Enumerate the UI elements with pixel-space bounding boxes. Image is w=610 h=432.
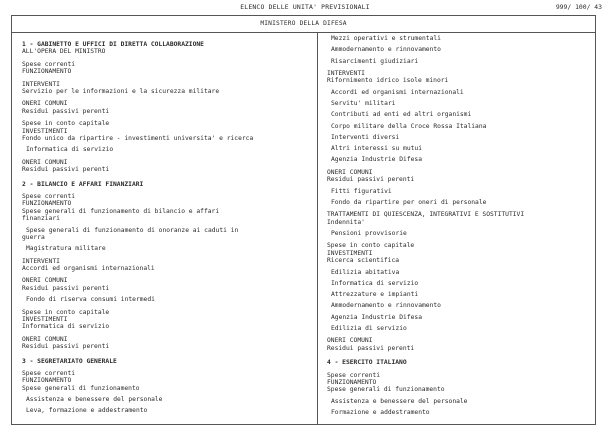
document-line: Altri interessi su mutui [331, 145, 422, 153]
section-heading: 2 - BILANCIO E AFFARI FINANZIARI [22, 180, 144, 188]
document-line: guerra [22, 233, 45, 241]
document-line: Servitu' militari [331, 100, 396, 107]
document-line: Rifornimento idrico isole minori [327, 77, 449, 85]
document-line: Residui passivi perenti [22, 166, 110, 174]
document-line: Spese correnti [327, 371, 381, 379]
document-line: Fondo unico da ripartire - investimenti universita' e ricerca [22, 135, 254, 143]
document-line: Accordi ed organismi internazionali [331, 88, 464, 96]
document-line: Ammodernamento e rinnovamento [331, 46, 441, 54]
document-line: Accordi ed organismi internazionali [22, 265, 155, 273]
ministry-heading: MINISTERO DELLA DIFESA [260, 20, 347, 27]
document-title: ELENCO DELLE UNITA' PREVISIONALI [240, 3, 370, 11]
document-line: ONERI COMUNI [22, 100, 68, 108]
document-line: Spese generali di funzionamento [22, 384, 140, 392]
document-line: Agenzia Industrie Difesa [331, 156, 422, 164]
document-line: Assistenza e benessere del personale [331, 397, 468, 405]
section-heading: 3 - SEGRETARIATO GENERALE [22, 357, 117, 365]
document-line: Ammodernamento e rinnovamento [331, 302, 441, 310]
column-divider [317, 33, 318, 424]
document-line: Informatica di servizio [26, 146, 114, 154]
document-line: FUNZIONAMENTO [327, 379, 377, 387]
document-line: Spese generali di funzionamento di onoranze ai caduti in [26, 226, 239, 234]
document-line: Informatica di servizio [331, 279, 419, 287]
document-line: ONERI COMUNI [327, 168, 373, 176]
section-heading: 1 - GABINETTO E UFFICI DI DIRETTA COLLABORAZIONE [22, 41, 204, 48]
document-line: ONERI COMUNI [22, 335, 68, 343]
document-line: Informatica di servizio [22, 323, 110, 331]
document-line: Indennita' [327, 218, 365, 226]
document-line: Edilizia abitativa [331, 268, 400, 276]
section-heading: 4 - ESERCITO ITALIANO [327, 359, 407, 367]
document-line: Spese correnti [22, 369, 76, 377]
right-column [327, 33, 592, 416]
document-line: FUNZIONAMENTO [22, 377, 72, 385]
document-line: Magistratura militare [26, 245, 106, 253]
document-line: INVESTIMENTI [327, 249, 373, 257]
table-frame [11, 15, 596, 425]
document-line: ONERI COMUNI [327, 337, 373, 345]
document-line: Agenzia Industrie Difesa [331, 313, 422, 321]
document-line: Servizio per le informazioni e la sicurezza militare [22, 88, 220, 96]
document-line: INTERVENTI [22, 257, 60, 265]
document-line: Fondo da ripartire per oneri di personale [331, 198, 487, 206]
document-line: Residui passivi perenti [327, 176, 415, 184]
document-line: Residui passivi perenti [22, 107, 110, 115]
document-line: Contributi ad enti ed altri organismi [331, 111, 472, 119]
document-line: Spese in conto capitale [22, 120, 110, 128]
document-line: Spese correnti [22, 60, 76, 68]
document-line: Interventi diversi [331, 133, 400, 141]
document-line: ONERI COMUNI [22, 277, 68, 285]
document-line: Spese in conto capitale [22, 308, 110, 316]
document-line: Fitti figurativi [331, 187, 392, 195]
document-line: Formazione e addestramento [331, 409, 430, 417]
document-line: FUNZIONAMENTO [22, 68, 72, 76]
document-line: Residui passivi perenti [22, 343, 110, 351]
document-line: Attrezzature e impianti [331, 291, 419, 299]
document-line: Leva, formazione e addestramento [26, 407, 148, 415]
document-line: ALL'OPERA DEL MINISTRO [22, 48, 106, 56]
document-line: Corpo militare della Croce Rossa Italiana [331, 122, 487, 130]
document-line: INVESTIMENTI [22, 315, 68, 323]
left-column [22, 33, 312, 415]
document-line: Spese correnti [22, 192, 76, 200]
document-line: Assistenza e benessere del personale [26, 396, 163, 404]
document-line: Spese in conto capitale [327, 242, 415, 250]
page-code: 999/ 100/ 43 [555, 3, 602, 11]
document-line: ONERI COMUNI [22, 158, 68, 166]
document-line: Spese generali di funzionamento [327, 386, 445, 394]
document-line: FUNZIONAMENTO [22, 200, 72, 208]
document-line: INVESTIMENTI [22, 127, 68, 135]
document-line: Ricerca scientifica [327, 257, 400, 265]
document-line: Mezzi operativi e strumentali [331, 35, 441, 42]
document-line: Residui passivi perenti [22, 284, 110, 292]
document-line: INTERVENTI [327, 70, 365, 77]
document-line: finanziari [22, 215, 60, 223]
document-line: Pensioni provvisorie [331, 230, 407, 237]
document-line: TRATTAMENTI DI QUIESCENZA, INTEGRATIVI E SOSTITUTIVI [327, 211, 525, 219]
document-line: Residui passivi perenti [327, 344, 415, 352]
document-line: Fondo di riserva consumi intermedi [26, 296, 155, 304]
document-line: Spese generali di funzionamento di bilancio e affari [22, 207, 220, 215]
document-line: INTERVENTI [22, 80, 60, 88]
document-line: Edilizia di servizio [331, 325, 407, 332]
document-line: Risarcimenti giudiziari [331, 57, 419, 65]
